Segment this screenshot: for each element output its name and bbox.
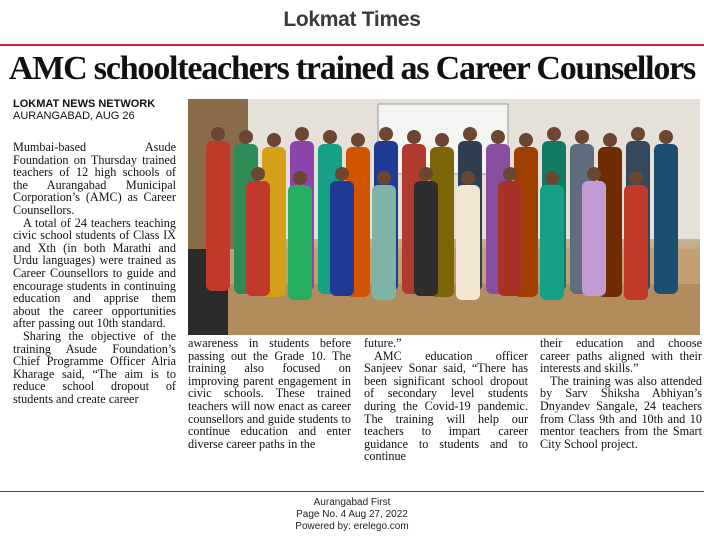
person-head (575, 130, 589, 144)
person-body (624, 185, 648, 300)
person-head (545, 171, 559, 185)
paragraph: their education and choose career paths aligned with their interests and skills.” (540, 336, 702, 376)
person-head (659, 130, 673, 144)
person-body (330, 181, 354, 296)
article-column-2 (188, 337, 351, 450)
person-head (379, 127, 393, 141)
person-head (463, 127, 477, 141)
group-photo (188, 99, 700, 335)
person-head (519, 133, 533, 147)
person-head (491, 130, 505, 144)
person-head (377, 171, 391, 185)
person-body (456, 185, 480, 300)
footer-powered-by: Powered by: erelego.com (295, 521, 409, 532)
person-head (631, 127, 645, 141)
person-head (587, 167, 601, 181)
person-body (582, 181, 606, 296)
person-head (323, 130, 337, 144)
person-head (603, 133, 617, 147)
person-head (419, 167, 433, 181)
article-column-3 (364, 337, 528, 463)
person-head (547, 127, 561, 141)
page-footer (0, 497, 704, 533)
person-body (654, 144, 678, 294)
person-body (246, 181, 270, 296)
person-head (335, 167, 349, 181)
person-head (251, 167, 265, 181)
footer-edition: Aurangabad First (313, 497, 391, 508)
paragraph: Sharing the objective of the training Asude Foundation’s Chief Programme Officer Alria Kharage said, “The aim is to reduce school dropout of students and create career (13, 328, 176, 406)
person-body (498, 181, 522, 296)
paragraph: Mumbai-based Asude Foundation on Thursday trained teachers of 12 high schools of the Aurangabad Municipal Corporation’s (AMC) as Career Counsellors. (13, 140, 176, 217)
byline-network: LOKMAT NEWS NETWORK (13, 98, 156, 110)
paragraph: awareness in students before passing out the Grade 10. The training also focused on improving parent engagement in civic schools. These trained teachers will now enact as career counsellors and guide students to continue education and enter diverse career paths in the (188, 336, 351, 451)
person-head (435, 133, 449, 147)
headline: AMC schoolteachers trained as Career Counsellors (8, 50, 696, 87)
person-head (239, 130, 253, 144)
footer-page-date: Page No. 4 Aug 27, 2022 (296, 509, 408, 520)
person-head (407, 130, 421, 144)
person-head (211, 127, 225, 141)
paragraph: AMC education officer Sanjeev Sonar said, “There has been significant school dropout of secondary level students during the Covid-19 pandemic. The training will help our teachers to impart career guidance to students and to continue (364, 348, 528, 464)
masthead-logo: Lokmat Times (283, 8, 421, 31)
person-body (372, 185, 396, 300)
person-head (461, 171, 475, 185)
person-body (288, 185, 312, 300)
person-body (206, 141, 230, 291)
article-column-4 (540, 337, 702, 450)
person-body (540, 185, 564, 300)
person-head (629, 171, 643, 185)
paragraph: A total of 24 teachers teaching civic school students of Class IX and Xth (in both Marathi and Urdu languages) were trained as Career Counsellors to guide and encourage students in continuing education and apprise them about the career opportunities after passing out 10th standard. (13, 215, 176, 331)
person-head (267, 133, 281, 147)
person-head (503, 167, 517, 181)
paragraph: future.” (364, 336, 402, 350)
person-body (414, 181, 438, 296)
person-head (293, 171, 307, 185)
paragraph: The training was also attended by Sarv Shiksha Abhiyan’s Dnyandev Sangale, 24 teachers from Class 9th and 10th and 10 mentor teachers from the Smart City School project. (540, 373, 702, 451)
masthead-divider (0, 44, 704, 46)
byline-dateline: AURANGABAD, AUG 26 (13, 110, 135, 122)
person-head (351, 133, 365, 147)
article-column-1 (13, 141, 176, 405)
footer-divider (0, 491, 704, 492)
person-head (295, 127, 309, 141)
